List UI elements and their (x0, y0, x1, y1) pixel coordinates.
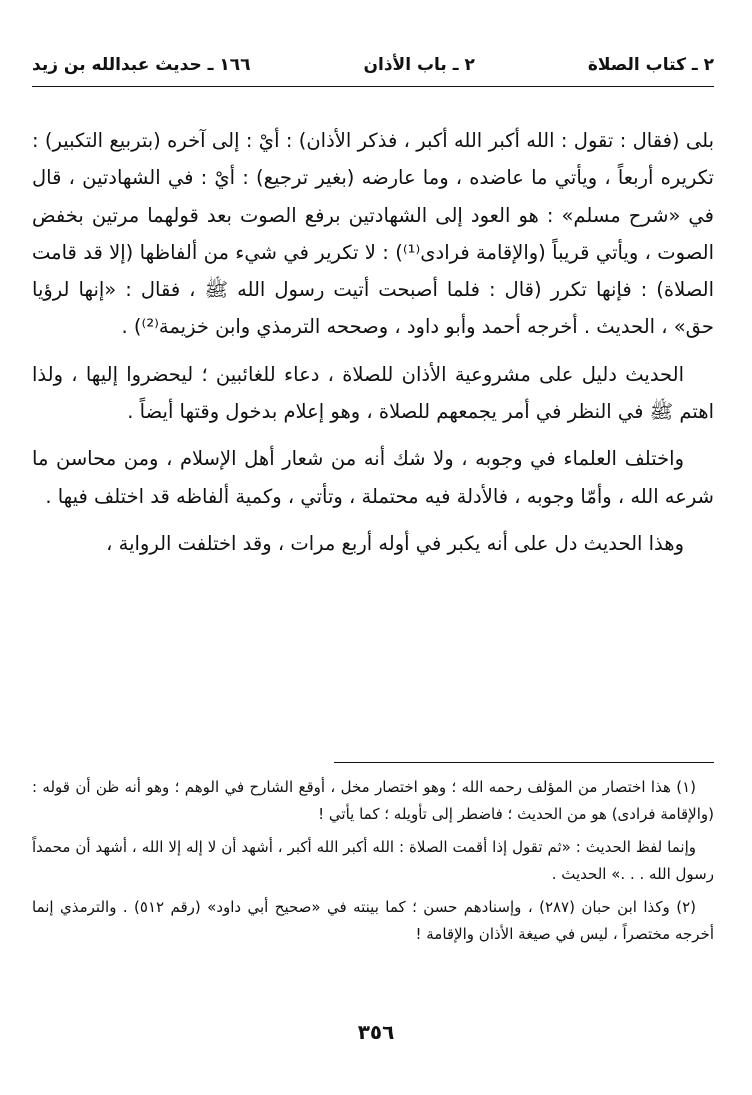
footnote-1: (١) هذا اختصار من المؤلف رحمه الله ؛ وهو اختصار مخل ، أوقع الشارح في الوهم ؛ وهو أنه ظن أن قوله : (والإقامة فرادى) هو من الحديث ؛ فاضطر إلى تأويله ؛ كما يأتي ! (32, 778, 714, 823)
commentary-paragraph-4: وهذا الحديث دل على أنه يكبر في أوله أربع مرات ، وقد اختلفت الرواية ، (106, 531, 684, 555)
footnote-2: (٢) وكذا ابن حبان (٢٨٧) ، وإسنادهم حسن ؛ كما بينته في «صحيح أبي داود» (رقم ٥١٢) . والترمذي إنما أخرجه مختصراً ، ليس في صيغة الأذان والإقامة ! (32, 898, 714, 943)
header-book-title: ٢ ـ كتاب الصلاة (587, 55, 714, 75)
footnote-1-continued: وإنما لفظ الحديث : «ثم تقول إذا أقمت الصلاة : الله أكبر الله أكبر ، أشهد أن لا إله إلا الله ، أشهد أن محمداً رسول الله . . .» الحديث . (32, 838, 714, 883)
running-header (32, 50, 714, 87)
commentary-paragraph-2: الحديث دليل على مشروعية الأذان للصلاة ، دعاء للغائبين ؛ ليحضروا إليها ، ولذا اهتم ﷺ في النظر في أمر يجمعهم للصلاة ، وهو إعلام بدخول وقتها أيضاً . (32, 362, 714, 424)
header-hadith-title: ١٦٦ ـ حديث عبدالله بن زيد (32, 55, 251, 75)
header-chapter-title: ٢ ـ باب الأذان (363, 55, 475, 75)
footnotes (32, 774, 714, 954)
main-text (32, 122, 714, 562)
commentary-paragraph-3: واختلف العلماء في وجوبه ، ولا شك أنه من شعار أهل الإسلام ، ومن محاسن ما شرعه الله ، وأمّا وجوبه ، فالأدلة فيه محتملة ، وتأتي ، وكمية ألفاظه قد اختلف فيها . (32, 447, 714, 508)
page-number: ٣٥٦ (357, 1020, 395, 1044)
footnote-separator (334, 762, 714, 763)
commentary-paragraph-1: بلى (فقال : تقول : الله أكبر الله أكبر ، فذكر الأذان) : أيْ : إلى آخره (بتربيع التكبير) : تكريره أربعاً ، ويأتي ما عاضده ، وما عارضه (بغير ترجيع) : أيْ : في الشهادتين ، قال في «شرح مسلم» : هو العود إلى الشهادتين برفع الصوت بعد قولهما مرتين بخفض الصوت ، ويأتي قريباً (والإقامة فرادى⁽¹⁾) : لا تكرير في شيء من ألفاظها (إلا قد قامت الصلاة) : فإنها تكرر (قال : فلما أصبحت أتيت رسول الله ﷺ ، فقال : «إنها لرؤيا حق» ، الحديث . أخرجه أحمد وأبو داود ، وصححه الترمذي وابن خزيمة⁽²⁾) . (32, 129, 715, 339)
